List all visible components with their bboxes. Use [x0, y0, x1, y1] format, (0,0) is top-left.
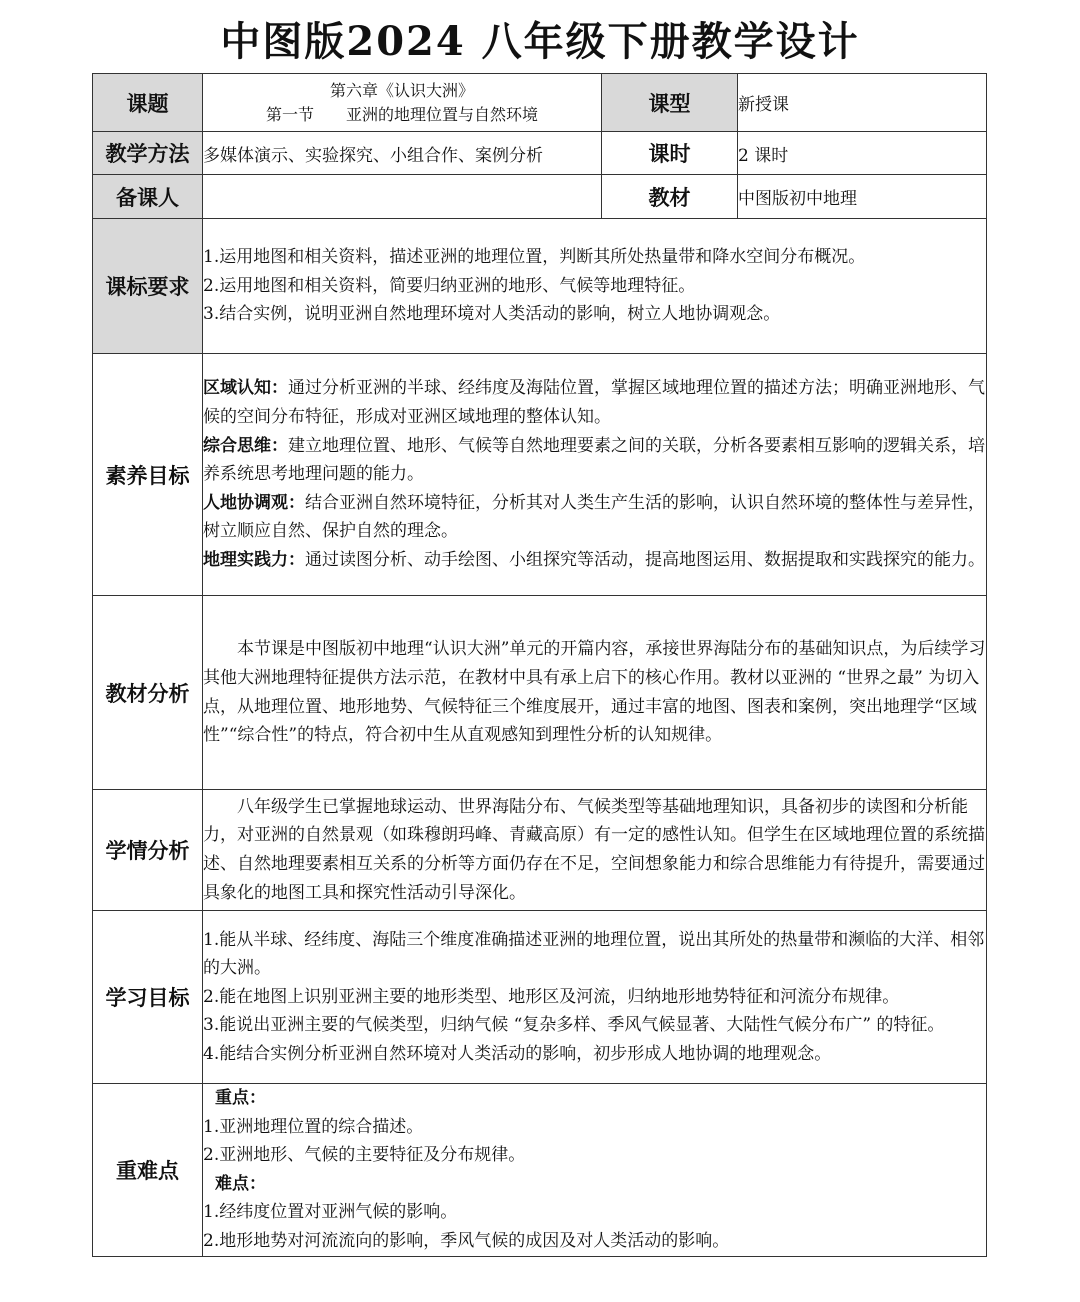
lesson-type-label: 课型	[602, 74, 738, 132]
topic-label: 课题	[93, 74, 203, 132]
literacy-item	[203, 489, 986, 546]
topic-value	[203, 74, 602, 132]
objectives-label: 学习目标	[93, 911, 203, 1084]
document-title: 中图版2024 八年级下册教学设计	[220, 18, 860, 65]
objective-item: 2.能在地图上识别亚洲主要的地形类型、地形区及河流，归纳地形地势特征和河流分布规律。	[203, 986, 900, 1007]
lesson-type-value: 新授课	[738, 74, 987, 132]
curriculum-label: 课标要求	[93, 219, 203, 354]
topic-row	[93, 74, 987, 132]
literacy-label: 素养目标	[93, 354, 203, 596]
student-analysis-label: 学情分析	[93, 790, 203, 911]
student-analysis-text: 八年级学生已掌握地球运动、世界海陆分布、气候类型等基础地理知识，具备初步的读图和分析能力，对亚洲的自然景观（如珠穆朗玛峰、青藏高原）有一定的感性认知。但学生在区域地理位置的系统描述、自然地理要素相互关系的分析等方面仍存在不足，空间想象能力和综合思维能力有待提升，需要通过具象化的地图工具和探究性活动引导深化。	[203, 796, 985, 903]
preparer-value	[203, 175, 602, 219]
preparer-row	[93, 175, 987, 219]
lesson-plan-table	[92, 73, 987, 1257]
literacy-key: 综合思维：	[203, 435, 288, 456]
key-points-row	[93, 1084, 987, 1257]
difficulty-item: 1.经纬度位置对亚洲气候的影响。	[203, 1202, 458, 1223]
objectives-row	[93, 911, 987, 1084]
textbook-label: 教材	[602, 175, 738, 219]
literacy-text: 通过分析亚洲的半球、经纬度及海陆位置，掌握区域地理位置的描述方法；明确亚洲地形、气候的空间分布特征，形成对亚洲区域地理的整体认知。	[203, 378, 985, 428]
literacy-key: 人地协调观：	[203, 492, 305, 513]
hours-label: 课时	[602, 132, 738, 175]
textbook-analysis-content	[203, 596, 987, 790]
objective-item: 4.能结合实例分析亚洲自然环境对人类活动的影响，初步形成人地协调的地理观念。	[203, 1043, 832, 1064]
textbook-analysis-text: 本节课是中图版初中地理“认识大洲”单元的开篇内容，承接世界海陆分布的基础知识点，为后续学习其他大洲地理特征提供方法示范，在教材中具有承上启下的核心作用。教材以亚洲的 “世界之最” 为切入点，从地理位置、地形地势、气候特征三个维度展开，通过丰富的地图、图表和案例，突出地理学“区域性”“综合性”的特点，符合初中生从直观感知到理性分析的认知规律。	[203, 639, 986, 746]
textbook-analysis-label: 教材分析	[93, 596, 203, 790]
literacy-item	[203, 374, 986, 431]
key-points-label: 重难点	[93, 1084, 203, 1257]
literacy-key: 地理实践力：	[203, 549, 305, 570]
difficulty-item: 2.地形地势对河流流向的影响，季风气候的成因及对人类活动的影响。	[203, 1230, 730, 1251]
objectives-content	[203, 911, 987, 1084]
textbook-value: 中图版初中地理	[738, 175, 987, 219]
difficulty-heading: 难点：	[215, 1173, 266, 1194]
focus-item: 1.亚洲地理位置的综合描述。	[203, 1116, 424, 1137]
curriculum-content	[203, 219, 987, 354]
objective-item: 1.能从半球、经纬度、海陆三个维度准确描述亚洲的地理位置，说出其所处的热量带和濒临的大洋、相邻的大洲。	[203, 929, 985, 979]
literacy-key: 区域认知：	[203, 378, 288, 399]
preparer-label: 备课人	[93, 175, 203, 219]
literacy-text: 建立地理位置、地形、气候等自然地理要素之间的关联，分析各要素相互影响的逻辑关系，培养系统思考地理问题的能力。	[203, 435, 985, 485]
literacy-content	[203, 354, 987, 596]
method-row	[93, 132, 987, 175]
literacy-item	[203, 432, 986, 489]
chapter-title: 第六章《认识大洲》	[329, 80, 474, 100]
curriculum-item: 1.运用地图和相关资料，描述亚洲的地理位置，判断其所处热量带和降水空间分布概况。	[203, 247, 866, 268]
curriculum-item: 3.结合实例，说明亚洲自然地理环境对人类活动的影响，树立人地协调观念。	[203, 304, 781, 325]
method-value: 多媒体演示、实验探究、小组合作、案例分析	[203, 132, 602, 175]
section-title: 第一节 亚洲的地理位置与自然环境	[265, 104, 538, 124]
literacy-text: 通过读图分析、动手绘图、小组探究等活动，提高地图运用、数据提取和实践探究的能力。	[305, 549, 985, 570]
focus-item: 2.亚洲地形、气候的主要特征及分布规律。	[203, 1145, 526, 1166]
objective-item: 3.能说出亚洲主要的气候类型，归纳气候 “复杂多样、季风气候显著、大陆性气候分布广” 的特征。	[203, 1015, 945, 1036]
literacy-row	[93, 354, 987, 596]
textbook-analysis-row	[93, 596, 987, 790]
curriculum-row	[93, 219, 987, 354]
literacy-item	[203, 546, 986, 575]
method-label: 教学方法	[93, 132, 203, 175]
hours-value: 2 课时	[738, 132, 987, 175]
student-analysis-row	[93, 790, 987, 911]
literacy-text: 结合亚洲自然环境特征，分析其对人类生产生活的影响，认识自然环境的整体性与差异性，树立顺应自然、保护自然的理念。	[203, 492, 985, 542]
curriculum-item: 2.运用地图和相关资料，简要归纳亚洲的地形、气候等地理特征。	[203, 275, 696, 296]
focus-heading: 重点：	[215, 1088, 266, 1108]
student-analysis-content	[203, 790, 987, 911]
key-points-content	[203, 1084, 987, 1257]
